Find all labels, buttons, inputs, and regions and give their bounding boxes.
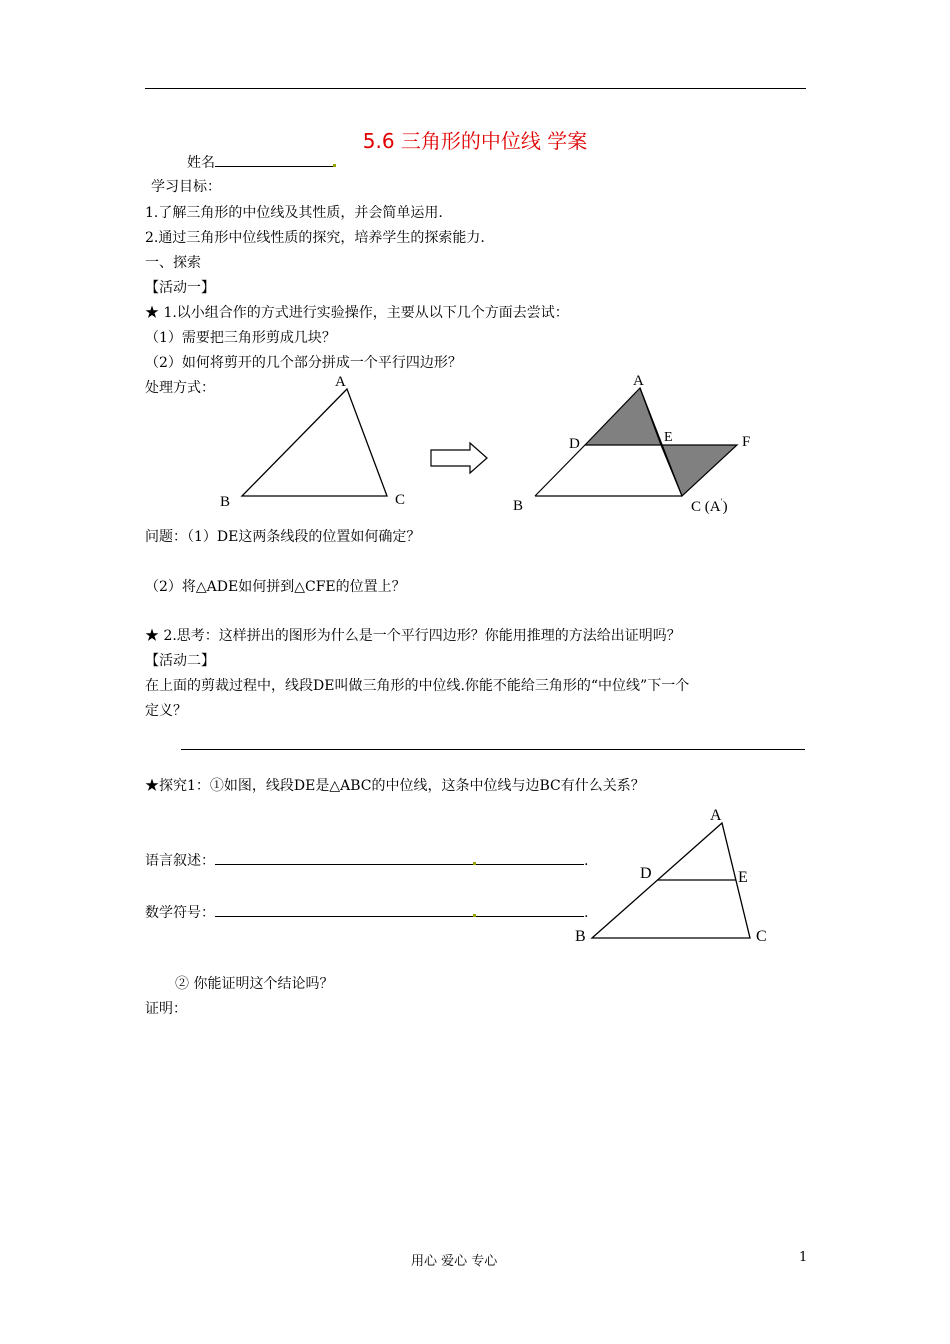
label-c-a: C (A′)	[691, 497, 728, 515]
question-ade-cfe: （2）将△ADE如何拼到△CFE的位置上？	[145, 579, 406, 595]
explore1-question: ★探究1：①如图，线段DE是△ABC的中位线，这条中位线与边BC有什么关系？	[145, 778, 645, 794]
activity2-text: 在上面的剪裁过程中，线段DE叫做三角形的中位线.你能不能给三角形的“中位线”下一个	[145, 678, 690, 694]
symbol-label: 数学符号：	[145, 905, 215, 921]
symbol-row: 数学符号： .	[145, 902, 588, 922]
definition-answer-line[interactable]	[181, 749, 805, 750]
label-c: C	[395, 492, 406, 508]
symbol-blank[interactable]	[215, 902, 473, 917]
label-f: F	[742, 434, 751, 450]
label-e: E	[738, 869, 748, 886]
label-d: D	[640, 865, 652, 882]
label-b: B	[220, 494, 231, 510]
right-arrow-icon	[431, 443, 487, 473]
label-a: A	[710, 807, 722, 824]
triangle-abc	[242, 389, 387, 496]
label-b: B	[575, 928, 586, 945]
verbal-label: 语言叙述：	[145, 853, 215, 869]
objective-item: 1.了解三角形的中位线及其性质，并会简单运用.	[145, 205, 443, 221]
footer-text: 用心 爱心 专心	[411, 1254, 498, 1269]
figure-midline	[575, 807, 767, 945]
page-title: 5.6 三角形的中位线 学案	[362, 129, 588, 153]
prove-question: ② 你能证明这个结论吗？	[175, 976, 334, 992]
page-number: 1	[799, 1250, 808, 1265]
objectives-heading: 学习目标：	[151, 179, 221, 195]
activity2-text: 定义？	[145, 703, 187, 719]
label-a: A	[335, 374, 346, 390]
section-heading: 一、探索	[145, 255, 201, 271]
label-a: A	[633, 373, 644, 389]
method-label: 处理方式：	[145, 380, 215, 396]
symbol-blank-2[interactable]	[476, 902, 584, 917]
question-de-position: 问题：（1）DE这两条线段的位置如何确定？	[145, 529, 421, 545]
activity2-heading: 【活动二】	[145, 653, 215, 669]
activity1-question-1: （1）需要把三角形剪成几块？	[145, 330, 336, 346]
objective-item: 2.通过三角形中位线性质的探究，培养学生的探索能力.	[145, 230, 485, 246]
shaded-triangle-ade	[585, 388, 661, 445]
label-d: D	[569, 436, 580, 452]
activity1-question-2: （2）如何将剪开的几个部分拼成一个平行四边形？	[145, 355, 462, 371]
verbal-blank-2[interactable]	[476, 850, 584, 865]
verbal-row: 语言叙述： .	[145, 850, 588, 870]
think-question: ★ 2.思考：这样拼出的图形为什么是一个平行四边形？你能用推理的方法给出证明吗？	[145, 628, 681, 644]
label-b: B	[513, 498, 524, 514]
name-label: 姓名	[187, 155, 215, 171]
label-e: E	[664, 430, 673, 445]
activity1-heading: 【活动一】	[145, 280, 215, 296]
figure-parallelogram	[513, 373, 750, 515]
figure-triangle-abc	[220, 374, 405, 510]
label-c: C	[756, 928, 767, 945]
segment-db	[535, 445, 585, 496]
activity1-task: ★ 1.以小组合作的方式进行实验操作，主要从以下几个方面去尝试：	[145, 305, 569, 321]
proof-label: 证明：	[145, 1001, 187, 1017]
verbal-blank[interactable]	[215, 850, 473, 865]
